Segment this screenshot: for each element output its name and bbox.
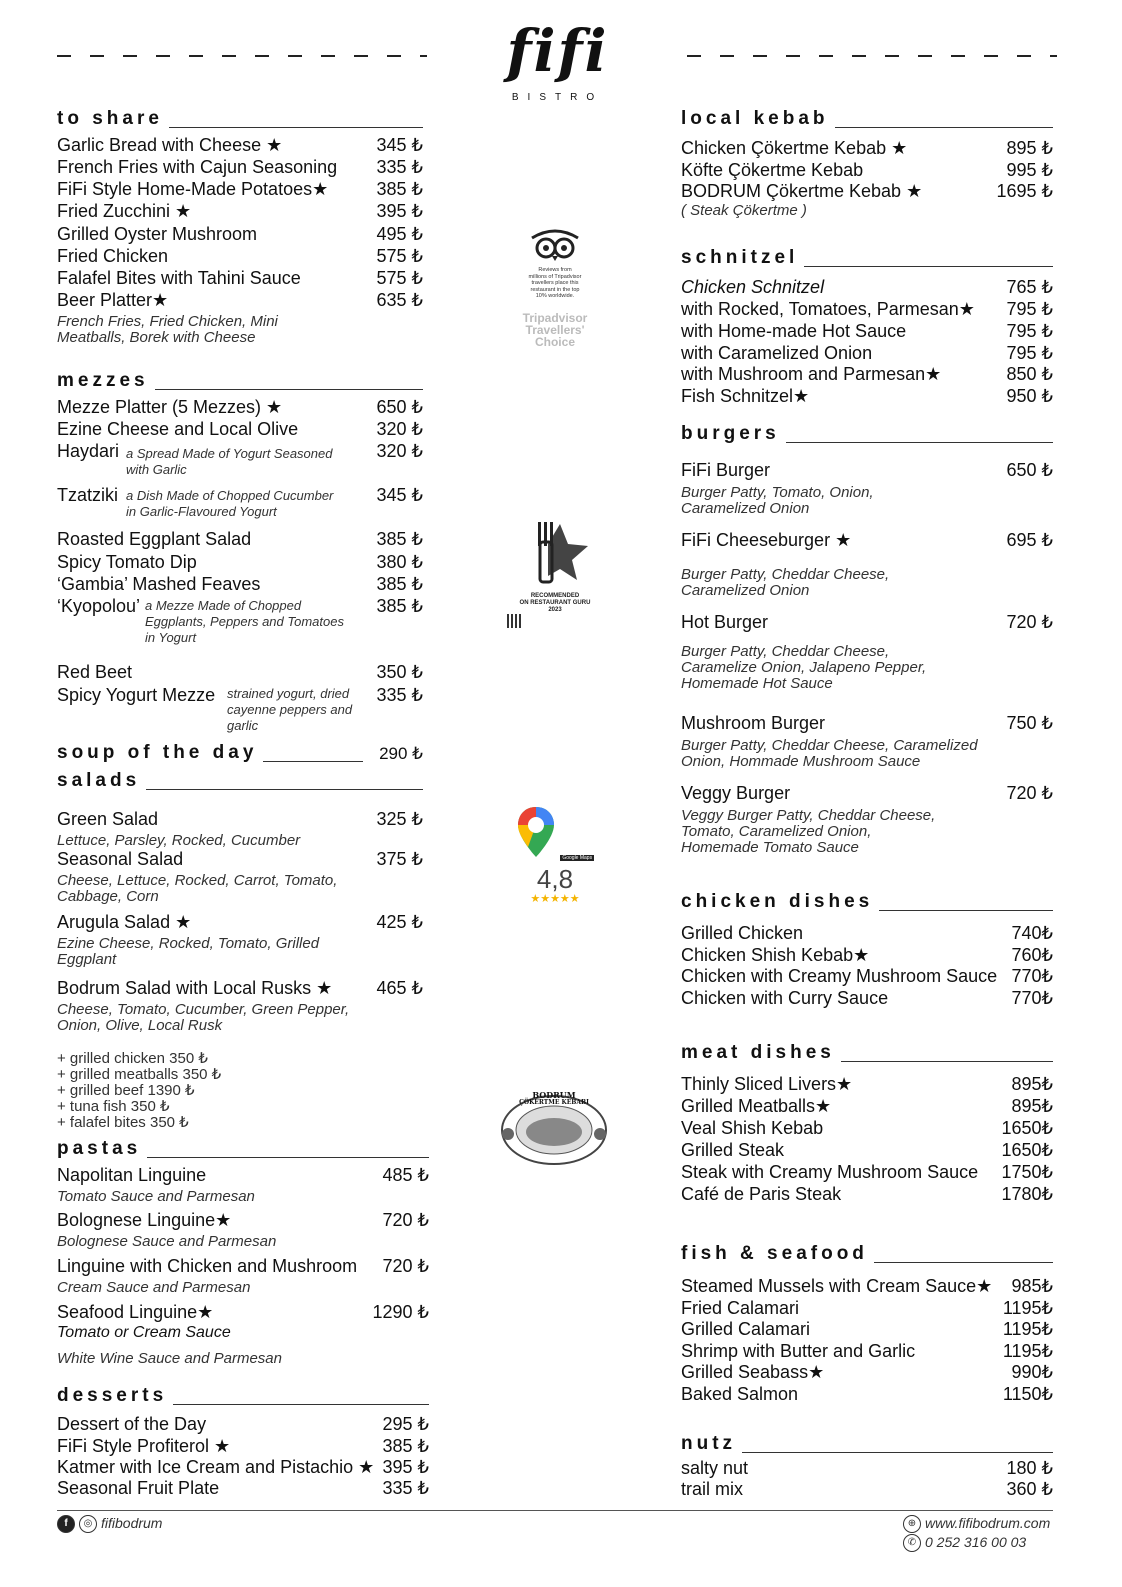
item-description: French Fries, Fried Chicken, Mini Meatballs, Borek with Cheese — [57, 313, 278, 346]
menu-item: with Caramelized Onion 795 ₺ — [681, 343, 1053, 363]
section-burgers: burgers — [681, 423, 1053, 445]
item-description: Cheese, Lettuce, Rocked, Carrot, Tomato, Cabbage, Corn — [57, 872, 338, 905]
menu-item: Chicken Shish Kebab★ 760₺ — [681, 945, 1053, 965]
social-handle[interactable]: fifibodrum — [101, 1515, 163, 1531]
menu-item: Chicken Schnitzel 765 ₺ — [681, 277, 1053, 297]
seal-mid: ÇÖKERTME KEBABI — [519, 1099, 589, 1106]
restaurant-guru-badge: RECOMMENDED ON RESTAURANT GURU 2023 — [505, 518, 605, 614]
rating-stars: ★★★★★ — [530, 893, 580, 905]
menu-item: trail mix 360 ₺ — [681, 1479, 1053, 1499]
menu-item: Fried Chicken 575 ₺ — [57, 246, 423, 266]
menu-item: Grilled Steak 1650₺ — [681, 1140, 1053, 1160]
menu-item: FiFi Burger 650 ₺ — [681, 460, 1053, 480]
menu-item: Spicy Yogurt Mezze 335 ₺ — [57, 685, 423, 705]
menu-item: FiFi Cheeseburger ★ 695 ₺ — [681, 530, 1053, 550]
menu-item: Ezine Cheese and Local Olive 320 ₺ — [57, 419, 423, 439]
menu-item: Arugula Salad ★ 425 ₺ — [57, 912, 423, 932]
section-fish-seafood: fish & seafood — [681, 1243, 1053, 1265]
item-description: a Dish Made of Chopped Cucumber in Garlic-Flavoured Yogurt — [126, 488, 334, 519]
menu-item: Green Salad 325 ₺ — [57, 809, 423, 829]
rating: 4,8 — [536, 864, 574, 894]
phone-number[interactable]: 0 252 316 00 03 — [925, 1534, 1027, 1550]
menu-item: Baked Salmon 1150₺ — [681, 1384, 1053, 1404]
menu-item: with Mushroom and Parmesan★ 850 ₺ — [681, 364, 1053, 384]
section-soup: soup of the day 290 ₺ — [57, 742, 423, 763]
menu-item: Dessert of the Day 295 ₺ — [57, 1414, 429, 1434]
owl-icon — [528, 228, 582, 262]
menu-item: ‘Kyopolou’ 385 ₺ — [57, 596, 423, 616]
logo — [495, 18, 620, 103]
menu-item: Grilled Chicken 740₺ — [681, 923, 1053, 943]
item-description: Burger Patty, Cheddar Cheese, Caramelized Onion, Hommade Mushroom Sauce — [681, 737, 978, 770]
globe-icon: ⊕ — [903, 1515, 921, 1533]
menu-item: with Home-made Hot Sauce 795 ₺ — [681, 321, 1053, 341]
menu-item: Seasonal Salad 375 ₺ — [57, 849, 423, 869]
section-nutz: nutz — [681, 1433, 1053, 1455]
menu-item: Spicy Tomato Dip 380 ₺ — [57, 552, 423, 572]
menu-item: Grilled Calamari 1195₺ — [681, 1319, 1053, 1339]
menu-item: Katmer with Ice Cream and Pistachio ★ 395 ₺ — [57, 1457, 429, 1477]
menu-item: Veal Shish Kebab 1650₺ — [681, 1118, 1053, 1138]
menu-item: Seafood Linguine★ 1290 ₺ — [57, 1302, 429, 1322]
menu-item: Garlic Bread with Cheese ★ 345 ₺ — [57, 135, 423, 155]
cokertme-seal — [498, 1090, 610, 1166]
menu-item: French Fries with Cajun Seasoning 335 ₺ — [57, 157, 423, 177]
section-chicken-dishes: chicken dishes — [681, 891, 1053, 913]
menu-item: Mushroom Burger 750 ₺ — [681, 713, 1053, 733]
item-description: Cheese, Tomato, Cucumber, Green Pepper, Onion, Olive, Local Rusk — [57, 1001, 350, 1034]
item-description: Cream Sauce and Parmesan — [57, 1279, 251, 1296]
menu-item: Roasted Eggplant Salad 385 ₺ — [57, 529, 423, 549]
menu-item: Chicken Çökertme Kebab ★ 895 ₺ — [681, 138, 1053, 158]
menu-item: Thinly Sliced Livers★ 895₺ — [681, 1074, 1053, 1094]
menu-item: Chicken with Creamy Mushroom Sauce 770₺ — [681, 966, 1053, 986]
google-maps-label: Google Maps — [562, 855, 593, 861]
menu-item: Fried Calamari 1195₺ — [681, 1298, 1053, 1318]
menu-item: Café de Paris Steak 1780₺ — [681, 1184, 1053, 1204]
menu-item: Grilled Seabass★ 990₺ — [681, 1362, 1053, 1382]
item-description: Tomato or Cream Sauce — [57, 1324, 231, 1341]
item-description: Ezine Cheese, Rocked, Tomato, Grilled Eggplant — [57, 935, 320, 968]
fork-star-icon — [520, 518, 590, 588]
item-description: Burger Patty, Cheddar Cheese, Caramelize Onion, Jalapeno Pepper, Homemade Hot Sauce — [681, 643, 927, 692]
section-local-kebab: local kebab — [681, 108, 1053, 130]
item-description: Burger Patty, Tomato, Onion, Caramelized Onion — [681, 484, 874, 517]
item-description: Burger Patty, Cheddar Cheese, Caramelized Onion — [681, 566, 890, 599]
menu-item: Bolognese Linguine★ 720 ₺ — [57, 1210, 429, 1230]
item-description: a Mezze Made of Chopped Eggplants, Peppers and Tomatoes in Yogurt — [145, 598, 344, 645]
item-description: strained yogurt, dried cayenne peppers and garlic — [227, 686, 353, 733]
seal-top: BODRUM — [532, 1090, 576, 1100]
menu-item: BODRUM Çökertme Kebab ★ 1695 ₺ — [681, 181, 1053, 201]
google-maps-badge — [515, 805, 595, 905]
section-to-share — [57, 108, 423, 130]
qr-code-icon — [507, 614, 521, 628]
salad-extras: + grilled chicken 350 ₺ + grilled meatballs 350 ₺ + grilled beef 1390 ₺ + tuna fish 350 ₺ + falafel bites 350 ₺ — [57, 1050, 222, 1131]
item-description: Lettuce, Parsley, Rocked, Cucumber — [57, 832, 301, 849]
menu-item: Steamed Mussels with Cream Sauce★ 985₺ — [681, 1276, 1053, 1296]
menu-item: Hot Burger 720 ₺ — [681, 612, 1053, 632]
menu-item: Linguine with Chicken and Mushroom 720 ₺ — [57, 1256, 429, 1276]
logo-sub: BISTRO — [511, 92, 604, 103]
item-description: Bolognese Sauce and Parmesan — [57, 1233, 277, 1250]
menu-item: Haydari 320 ₺ — [57, 441, 423, 461]
website-link[interactable]: www.fifibodrum.com — [925, 1515, 1051, 1531]
footer-social — [57, 1515, 162, 1533]
section-title: to share — [57, 108, 163, 129]
section-schnitzel: schnitzel — [681, 247, 1053, 269]
right-column — [681, 0, 1053, 1587]
section-mezzes: mezzes — [57, 370, 423, 392]
menu-item: Steak with Creamy Mushroom Sauce 1750₺ — [681, 1162, 1053, 1182]
menu-item: Veggy Burger 720 ₺ — [681, 783, 1053, 803]
menu-item: Grilled Oyster Mushroom 495 ₺ — [57, 224, 423, 244]
menu-item: Köfte Çökertme Kebab 995 ₺ — [681, 160, 1053, 180]
section-desserts: desserts — [57, 1385, 429, 1407]
menu-item: ‘Gambia’ Mashed Feaves 385 ₺ — [57, 574, 423, 594]
menu-item: FiFi Style Profiterol ★ 385 ₺ — [57, 1436, 429, 1456]
footer-phone — [903, 1534, 1026, 1552]
menu-item: Shrimp with Butter and Garlic 1195₺ — [681, 1341, 1053, 1361]
section-pastas: pastas — [57, 1138, 429, 1160]
map-pin-icon — [516, 805, 556, 859]
menu-item: Fish Schnitzel★ 950 ₺ — [681, 386, 1053, 406]
menu-item: Bodrum Salad with Local Rusks ★ 465 ₺ — [57, 978, 423, 998]
menu-item: Tzatziki 345 ₺ — [57, 485, 423, 505]
left-column — [57, 0, 429, 1587]
item-description: Veggy Burger Patty, Cheddar Cheese, Tomato, Caramelized Onion, Homemade Tomato Sauce — [681, 807, 936, 856]
facebook-icon[interactable]: f — [57, 1515, 75, 1533]
phone-icon: ✆ — [903, 1534, 921, 1552]
menu-item: with Rocked, Tomatoes, Parmesan★ 795 ₺ — [681, 299, 1053, 319]
item-description: Tomato Sauce and Parmesan — [57, 1188, 255, 1205]
footer-web — [903, 1515, 1050, 1533]
menu-item: Red Beet 350 ₺ — [57, 662, 423, 682]
menu-item: Falafel Bites with Tahini Sauce 575 ₺ — [57, 268, 423, 288]
tripadvisor-badge: Reviews from millions of Tripadvisor travellers place this restaurant in the top 10% worldwide. Tripadvisor Travellers' Choice — [505, 228, 605, 348]
menu-item: Mezze Platter (5 Mezzes) ★ 650 ₺ — [57, 397, 423, 417]
menu-item: FiFi Style Home-Made Potatoes★ 385 ₺ — [57, 179, 423, 199]
menu-item: Seasonal Fruit Plate 335 ₺ — [57, 1478, 429, 1498]
item-description: White Wine Sauce and Parmesan — [57, 1350, 282, 1367]
footer-divider — [57, 1510, 1053, 1511]
menu-item: Beer Platter★ 635 ₺ — [57, 290, 423, 310]
menu-item: Grilled Meatballs★ 895₺ — [681, 1096, 1053, 1116]
instagram-icon[interactable]: ◎ — [79, 1515, 97, 1533]
item-description: ( Steak Çökertme ) — [681, 202, 807, 219]
section-meat-dishes: meat dishes — [681, 1042, 1053, 1064]
menu-item: salty nut 180 ₺ — [681, 1458, 1053, 1478]
item-description: a Spread Made of Yogurt Seasoned with Garlic — [126, 446, 333, 477]
menu-item: Chicken with Curry Sauce 770₺ — [681, 988, 1053, 1008]
section-salads: salads — [57, 770, 423, 792]
menu-item: Napolitan Linguine 485 ₺ — [57, 1165, 429, 1185]
menu-item: Fried Zucchini ★ 395 ₺ — [57, 201, 423, 221]
logo-wordmark: fifi — [506, 17, 609, 85]
